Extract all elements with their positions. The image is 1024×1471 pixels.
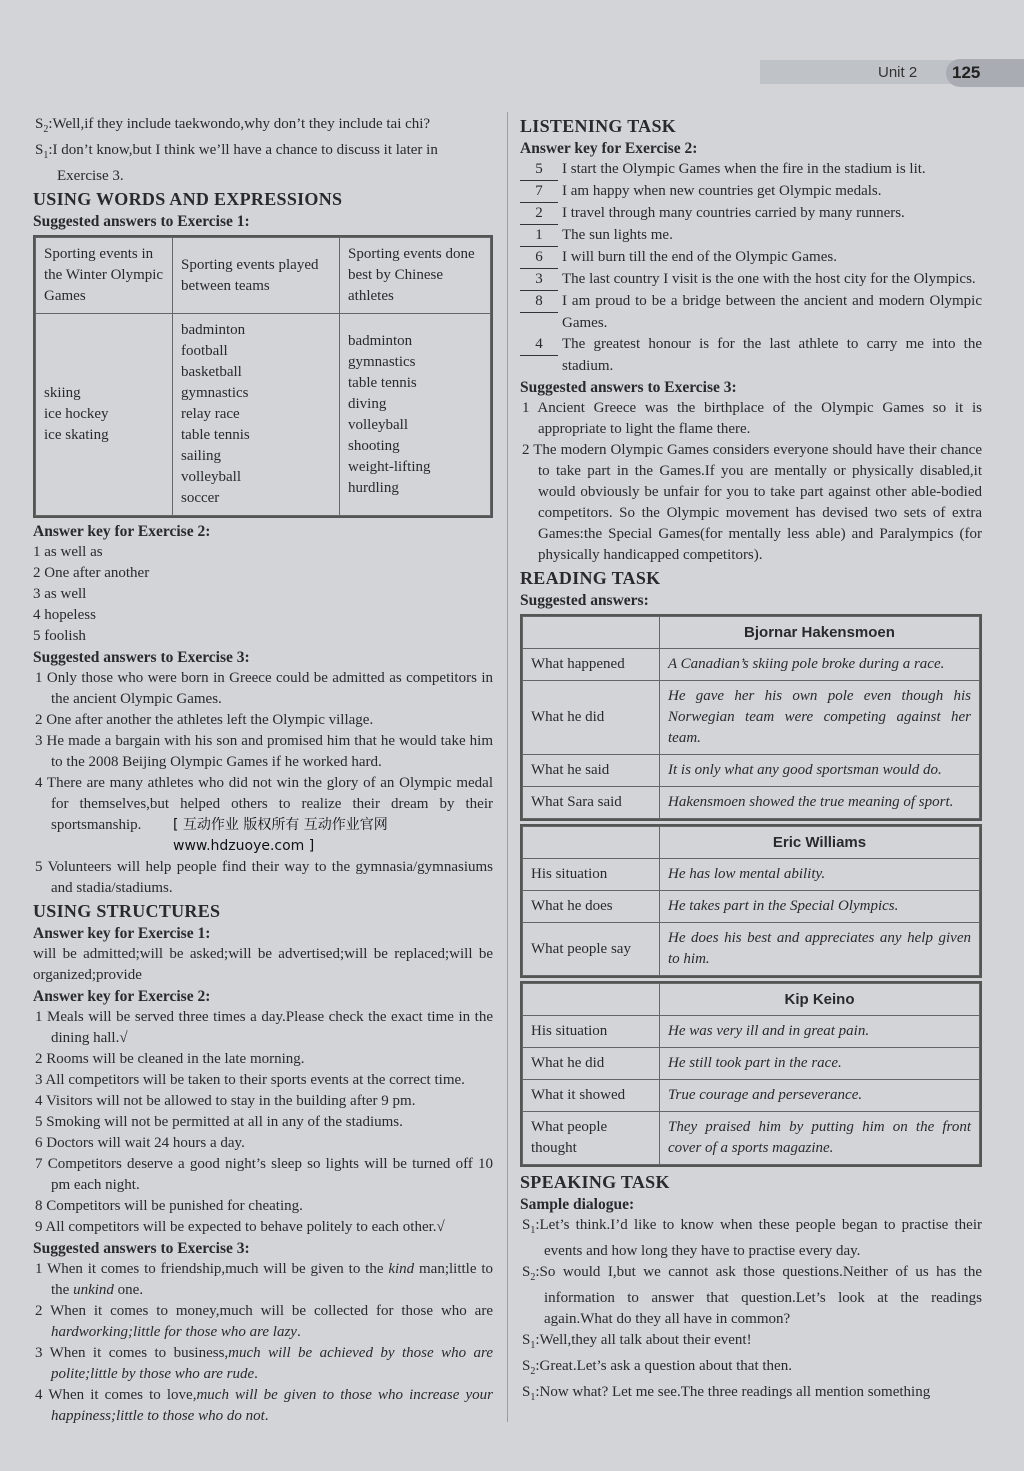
exercise1-table [33, 235, 493, 518]
watermark-text: [ 互动作业 版权所有 互动作业官网 www.hdzuoye.com ] [173, 817, 388, 854]
answer-item: 2 One after another [33, 565, 150, 581]
table-label: What people say [523, 923, 660, 976]
table-label: What Sara said [523, 787, 660, 819]
answer-item: 4 hopeless [33, 607, 96, 623]
table-cell: skiing ice hockey ice skating [36, 314, 173, 516]
section-title: USING STRUCTURES [33, 901, 221, 921]
dialog-line: $S_1:Well,they$ all talk about their event! [522, 1332, 752, 1351]
answer-item: 3 The last country I visit is the one with the host city for the Olympics. [520, 269, 982, 291]
dialog-line: $S_1:Now$ what? Let me see.The three readings all mention something [522, 1384, 931, 1403]
column-divider [507, 112, 508, 1422]
table-cell: True courage and perseverance. [660, 1080, 980, 1112]
answer-item: 5 Volunteers will help people find their way to the gymnasia/gymnasiums and stadia/stadiums. [35, 859, 493, 896]
table-cell: He was very ill and in great pain. [660, 1016, 980, 1048]
table-header: Eric Williams [660, 827, 980, 859]
table-header: Kip Keino [660, 984, 980, 1016]
table-label: What he said [523, 755, 660, 787]
reading-table-keino [520, 981, 982, 1167]
answer-item: 3 He made a bargain with his son and promised him that he would take him to the 2008 Beijing Olympic Games if he worked hard. [35, 733, 493, 770]
table-cell: badminton gymnastics table tennis diving volleyball shooting weight-lifting hurdling [340, 314, 491, 516]
table-header: Bjornar Hakensmoen [660, 617, 980, 649]
answer-item: 8 Competitors will be punished for cheating. [35, 1198, 303, 1214]
reading-table-williams [520, 824, 982, 978]
answer-item: 4 When it comes to love,much will be given to those who increase your happiness;little to those who do not. [35, 1387, 493, 1424]
answer-item: 8 I am proud to be a bridge between the ancient and modern Olympic Games. [520, 291, 982, 334]
reading-table-hakensmoen [520, 614, 982, 821]
answer-item: 6 I will burn till the end of the Olympic Games. [520, 247, 982, 269]
table-cell: He still took part in the race. [660, 1048, 980, 1080]
exercise-title: Suggested answers to Exercise 1: [33, 213, 250, 230]
section-title: LISTENING TASK [520, 116, 677, 136]
table-cell: He does his best and appreciates any help given to him. [660, 923, 980, 976]
table-label: What people thought [523, 1112, 660, 1165]
table-cell: Hakensmoen showed the true meaning of sport. [660, 787, 980, 819]
answer-item: 3 as well [33, 586, 87, 602]
answer-item: 4 Visitors will not be allowed to stay in the building after 9 pm. [35, 1093, 416, 1109]
exercise-title: Suggested answers to Exercise 3: [33, 649, 250, 666]
table-cell: He gave her his own pole even though his Norwegian team were competing against her team. [660, 681, 980, 755]
table-header: Sporting events done best by Chinese athletes [340, 238, 491, 314]
table-cell: He takes part in the Special Olympics. [660, 891, 980, 923]
exercise-title: Answer key for Exercise 2: [520, 140, 698, 157]
answer-item: 5 I start the Olympic Games when the fire in the stadium is lit. [520, 159, 982, 181]
table-header: Sporting events in the Winter Olympic Games [36, 238, 173, 314]
table-label: His situation [523, 1016, 660, 1048]
table-label: What he did [523, 1048, 660, 1080]
answer-item: 1 Only those who were born in Greece could be admitted as competitors in the ancient Olympic Games. [35, 670, 493, 707]
answer-item: 4 There are many athletes who did not win the glory of an Olympic medal for themselves,but helped others to realize their dream by their sportsmanship. [35, 775, 493, 833]
answer-item: 2 When it comes to money,much will be collected for those who are hardworking;little for those who are lazy. [35, 1303, 493, 1340]
dialog-line: $S_1:I$ don’t know,but I think we’ll have a chance to discuss it later in Exercise 3. [35, 142, 438, 184]
exercise-title: Answer key for Exercise 2: [33, 523, 211, 540]
left-column [33, 114, 493, 1427]
answer-item: 1 When it comes to friendship,much will be given to the kind man;little to the unkind one. [35, 1261, 493, 1298]
answer-item: 1 Ancient Greece was the birthplace of the Olympic Games so it is appropriate to light the flame there. [522, 400, 982, 437]
exercise-title: Answer key for Exercise 2: [33, 988, 211, 1005]
exercise-title: Suggested answers to Exercise 3: [520, 379, 737, 396]
table-label: What he does [523, 891, 660, 923]
dialog-line: $S_2:So$ would I,but we cannot ask those questions.Neither of us has the information to answer that question.Let’s look at the readings again.What do they all have in common? [522, 1264, 982, 1327]
answer-item: 9 All competitors will be expected to behave politely to each other.√ [35, 1219, 445, 1235]
table-cell: It is only what any good sportsman would do. [660, 755, 980, 787]
answer-item: 5 Smoking will not be permitted at all in any of the stadiums. [35, 1114, 403, 1130]
table-cell: badminton football basketball gymnastics relay race table tennis sailing volleyball soccer [173, 314, 340, 516]
right-column [520, 114, 982, 1408]
exercise-title: Suggested answers to Exercise 3: [33, 1240, 250, 1257]
answer-item: 4 The greatest honour is for the last athlete to carry me into the stadium. [520, 334, 982, 377]
answer-item: 2 The modern Olympic Games considers everyone should have their chance to take part in the Games.If you are mentally or physically disabled,it would obviously be unfair for you to take part against other able-bodied competitors. So the Olympic movement has devised two sets of extra Games:the Special Games(for mentally less able) and Paralympics (for physically handicapped competitors). [522, 442, 982, 563]
table-label: What happened [523, 649, 660, 681]
page-number: 125 [946, 59, 1024, 87]
table-cell: He has low mental ability. [660, 859, 980, 891]
answer-item: 2 I travel through many countries carried by many runners. [520, 203, 982, 225]
answer-item: 1 Meals will be served three times a day.Please check the exact time in the dining hall.√ [35, 1009, 493, 1046]
answer-item: 2 Rooms will be cleaned in the late morning. [35, 1051, 305, 1067]
answer-item: 1 as well as [33, 544, 103, 560]
table-label: What he did [523, 681, 660, 755]
answer-item: 1 The sun lights me. [520, 225, 982, 247]
table-header: Sporting events played between teams [173, 238, 340, 314]
dialog-line: $S_2:Great.Let’s$ ask a question about that then. [522, 1358, 792, 1377]
section-title: SPEAKING TASK [520, 1172, 670, 1192]
section-title: USING WORDS AND EXPRESSIONS [33, 189, 343, 209]
answer-item: 3 All competitors will be taken to their sports events at the correct time. [35, 1072, 465, 1088]
exercise-title: Sample dialogue: [520, 1196, 635, 1213]
answer-item: 5 foolish [33, 628, 86, 644]
table-cell: A Canadian’s skiing pole broke during a race. [660, 649, 980, 681]
dialog-line: $S_1:Let’s$ think.I’d like to know when these people began to practise their events and how long they have to practise every day. [522, 1217, 982, 1259]
table-cell: They praised him by putting him on the front cover of a sports magazine. [660, 1112, 980, 1165]
answer-text: will be admitted;will be asked;will be advertised;will be replaced;will be organized;provide [33, 946, 493, 983]
table-label: His situation [523, 859, 660, 891]
answer-item: 7 Competitors deserve a good night’s sleep so lights will be turned off 10 pm each night. [35, 1156, 493, 1193]
section-title: READING TASK [520, 568, 661, 588]
answer-item: 2 One after another the athletes left the Olympic village. [35, 712, 374, 728]
dialog-line: $S_2:Well,if$ they include taekwondo,why don’t they include tai chi? [35, 116, 431, 135]
answer-item: 3 When it comes to business,much will be achieved by those who are polite;little by those who are rude. [35, 1345, 493, 1382]
unit-label: Unit 2 [878, 64, 918, 81]
exercise-title: Suggested answers: [520, 592, 649, 609]
answer-item: 7 I am happy when new countries get Olympic medals. [520, 181, 982, 203]
table-label: What it showed [523, 1080, 660, 1112]
page-header [0, 56, 1024, 88]
exercise-title: Answer key for Exercise 1: [33, 925, 211, 942]
answer-item: 6 Doctors will wait 24 hours a day. [35, 1135, 245, 1151]
